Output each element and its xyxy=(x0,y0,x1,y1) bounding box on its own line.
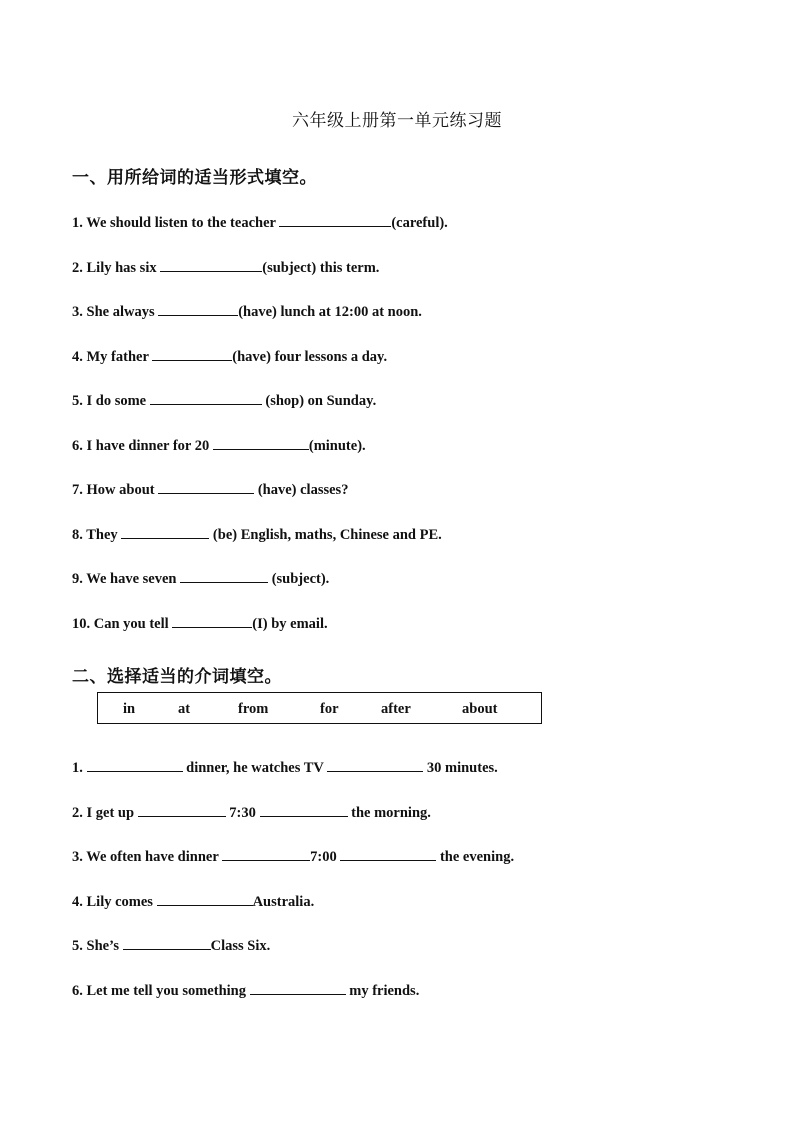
answer-blank[interactable] xyxy=(213,436,309,450)
question-2-5 xyxy=(72,936,270,955)
question-text: 10. Can you tell xyxy=(72,616,173,632)
word-bank-item: from xyxy=(238,701,269,717)
question-text: Class Six. xyxy=(210,938,271,954)
question-hint: (I) by email. xyxy=(252,616,328,632)
question-hint: (be) English, maths, Chinese and PE. xyxy=(209,527,442,543)
word-bank-item: in xyxy=(123,701,136,717)
question-2-6 xyxy=(72,981,419,1000)
question-text: 6. Let me tell you something xyxy=(72,983,250,999)
question-text: 2. I get up xyxy=(72,805,138,821)
answer-blank[interactable] xyxy=(279,213,391,227)
word-bank-item: at xyxy=(178,701,191,717)
question-text: 5. I do some xyxy=(72,393,150,409)
answer-blank[interactable] xyxy=(158,480,254,494)
question-text: 1. We should listen to the teacher xyxy=(72,215,280,231)
answer-blank[interactable] xyxy=(158,302,238,316)
question-hint: (have) four lessons a day. xyxy=(232,349,388,365)
answer-blank[interactable] xyxy=(152,347,232,361)
answer-blank[interactable] xyxy=(160,258,262,272)
question-1-2 xyxy=(72,258,379,277)
question-1-3 xyxy=(72,302,422,321)
question-2-3 xyxy=(72,847,514,866)
question-text: 4. My father xyxy=(72,349,153,365)
question-1-10 xyxy=(72,614,328,633)
answer-blank[interactable] xyxy=(180,569,268,583)
question-hint: (careful). xyxy=(391,215,448,231)
question-1-9 xyxy=(72,569,329,588)
question-text: 1. xyxy=(72,760,87,776)
question-text: 30 minutes. xyxy=(423,760,498,776)
question-1-5 xyxy=(72,391,376,410)
page-title: 六年级上册第一单元练习题 xyxy=(292,111,502,131)
word-bank xyxy=(97,692,542,724)
question-text: 4. Lily comes xyxy=(72,894,157,910)
question-text: dinner, he watches TV xyxy=(182,760,328,776)
answer-blank[interactable] xyxy=(157,892,253,906)
question-hint: (shop) on Sunday. xyxy=(261,393,377,409)
question-1-8 xyxy=(72,525,442,544)
section-2-heading: 二、选择适当的介词填空。 xyxy=(72,667,282,687)
answer-blank[interactable] xyxy=(123,936,211,950)
question-hint: (subject). xyxy=(268,571,330,587)
question-text: 7. How about xyxy=(72,482,159,498)
answer-blank[interactable] xyxy=(340,847,436,861)
question-2-4 xyxy=(72,892,314,911)
question-1-7 xyxy=(72,480,348,499)
question-text: 9. We have seven xyxy=(72,571,181,587)
question-2-2 xyxy=(72,803,431,822)
question-text: the evening. xyxy=(436,849,515,865)
answer-blank[interactable] xyxy=(260,803,348,817)
question-1-6 xyxy=(72,436,366,455)
word-bank-item: about xyxy=(462,701,498,717)
question-hint: (minute). xyxy=(308,438,366,454)
answer-blank[interactable] xyxy=(150,391,262,405)
question-text: 7:30 xyxy=(225,805,260,821)
answer-blank[interactable] xyxy=(222,847,310,861)
answer-blank[interactable] xyxy=(327,758,423,772)
question-text: 6. I have dinner for 20 xyxy=(72,438,213,454)
question-2-1 xyxy=(72,758,498,777)
section-1-heading: 一、用所给词的适当形式填空。 xyxy=(72,168,317,188)
question-text: 2. Lily has six xyxy=(72,260,161,276)
answer-blank[interactable] xyxy=(138,803,226,817)
word-bank-item: after xyxy=(381,701,411,717)
question-hint: (have) lunch at 12:00 at noon. xyxy=(238,304,422,320)
question-text: my friends. xyxy=(345,983,420,999)
question-text: 3. She always xyxy=(72,304,159,320)
question-1-1 xyxy=(72,213,448,232)
question-text: 3. We often have dinner xyxy=(72,849,223,865)
question-text: Australia. xyxy=(252,894,315,910)
answer-blank[interactable] xyxy=(250,981,346,995)
answer-blank[interactable] xyxy=(172,614,252,628)
answer-blank[interactable] xyxy=(87,758,183,772)
question-text: the morning. xyxy=(347,805,431,821)
question-text: 8. They xyxy=(72,527,122,543)
question-text: 5. She’s xyxy=(72,938,123,954)
question-text: 7:00 xyxy=(310,849,341,865)
question-1-4 xyxy=(72,347,387,366)
question-hint: (subject) this term. xyxy=(262,260,380,276)
word-bank-item: for xyxy=(320,701,339,717)
question-hint: (have) classes? xyxy=(254,482,349,498)
answer-blank[interactable] xyxy=(121,525,209,539)
